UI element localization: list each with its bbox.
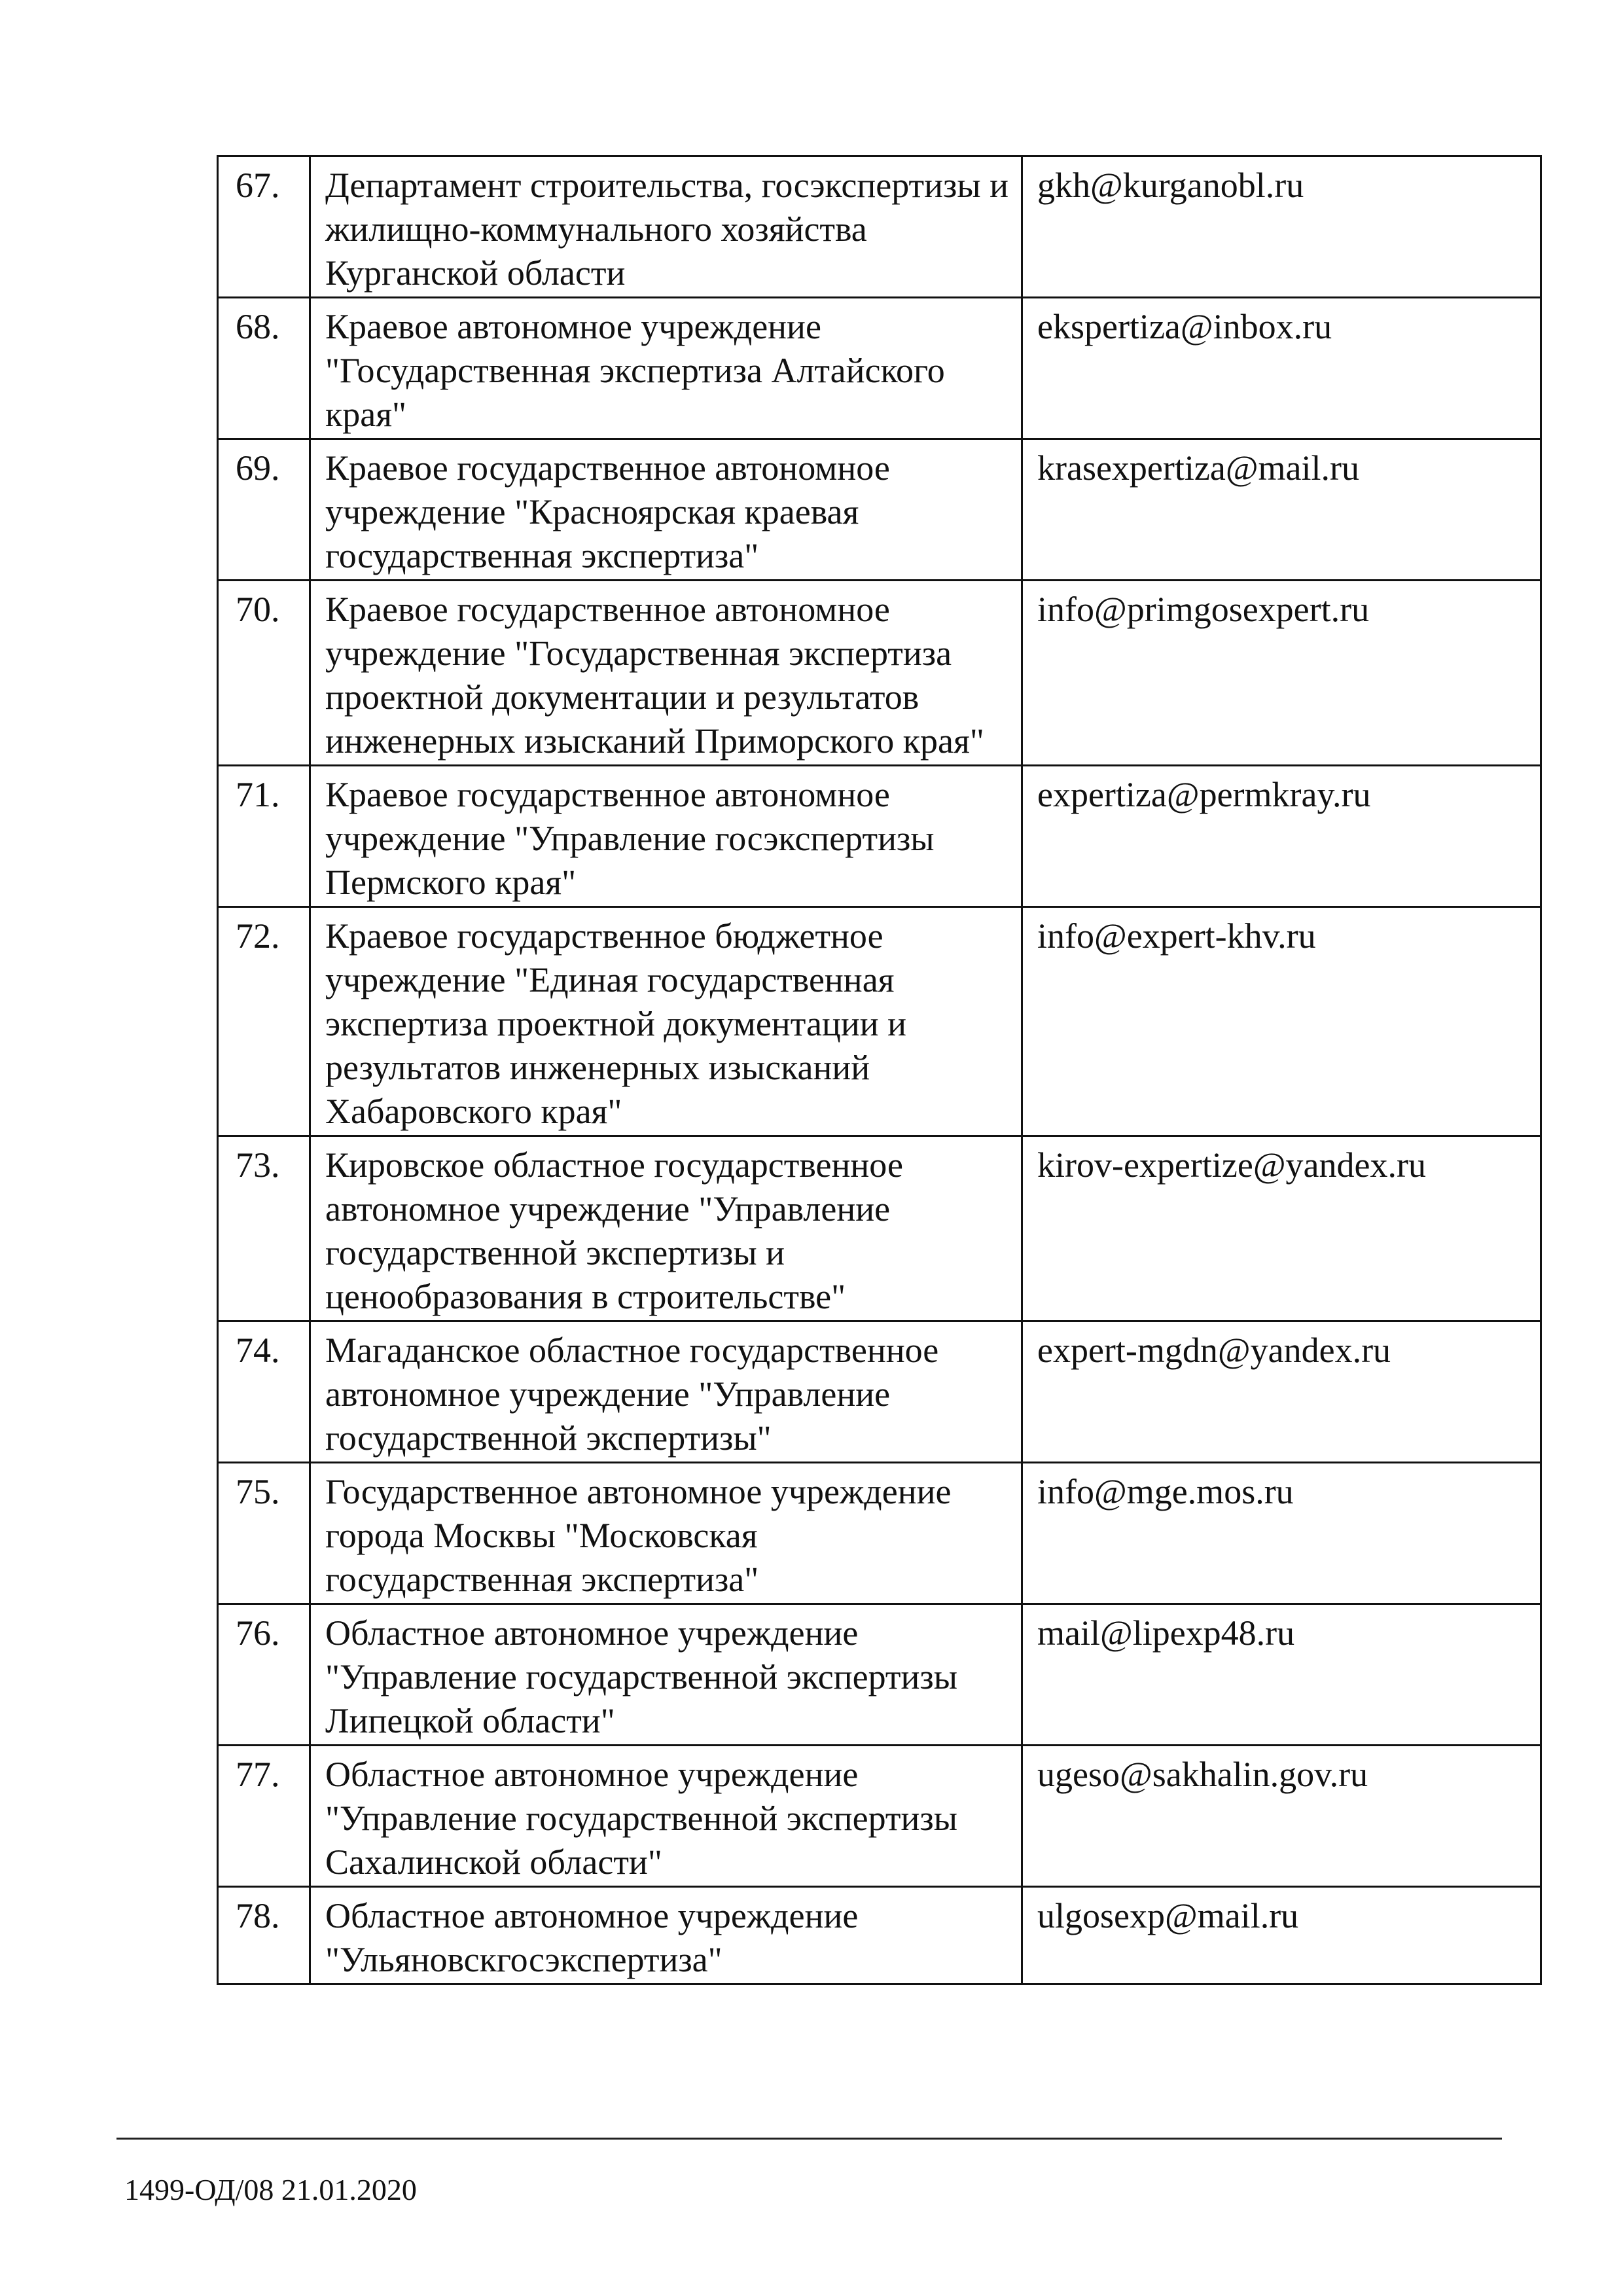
row-number: 71. bbox=[218, 766, 310, 907]
email-address: mail@lipexp48.ru bbox=[1022, 1604, 1541, 1746]
organization-name: Магаданское областное государственное автономное учреждение "Управление государственной экспертизы" bbox=[310, 1321, 1022, 1463]
organization-name: Областное автономное учреждение "Ульяновскгосэкспертиза" bbox=[310, 1887, 1022, 1984]
table-row bbox=[218, 1463, 1541, 1604]
row-number: 69. bbox=[218, 439, 310, 581]
organization-name: Государственное автономное учреждение города Москвы "Московская государственная экспертиза" bbox=[310, 1463, 1022, 1604]
email-address: ekspertiza@inbox.ru bbox=[1022, 298, 1541, 439]
organization-name: Краевое автономное учреждение "Государственная экспертиза Алтайского края" bbox=[310, 298, 1022, 439]
email-address: kirov-expertize@yandex.ru bbox=[1022, 1136, 1541, 1321]
table-row bbox=[218, 1136, 1541, 1321]
row-number: 73. bbox=[218, 1136, 310, 1321]
row-number: 75. bbox=[218, 1463, 310, 1604]
organization-name: Департамент строительства, госэкспертизы и жилищно-коммунального хозяйства Курганской области bbox=[310, 156, 1022, 298]
table-row bbox=[218, 1321, 1541, 1463]
email-address: krasexpertiza@mail.ru bbox=[1022, 439, 1541, 581]
row-number: 78. bbox=[218, 1887, 310, 1984]
table-row bbox=[218, 581, 1541, 766]
email-address: gkh@kurganobl.ru bbox=[1022, 156, 1541, 298]
row-number: 76. bbox=[218, 1604, 310, 1746]
row-number: 67. bbox=[218, 156, 310, 298]
table-body bbox=[218, 156, 1541, 1984]
email-address: ulgosexp@mail.ru bbox=[1022, 1887, 1541, 1984]
table-row bbox=[218, 156, 1541, 298]
organization-name: Краевое государственное автономное учреждение "Управление госэкспертизы Пермского края" bbox=[310, 766, 1022, 907]
footer-divider bbox=[116, 2138, 1502, 2140]
table-row bbox=[218, 1887, 1541, 1984]
table-row bbox=[218, 439, 1541, 581]
table-row bbox=[218, 1746, 1541, 1887]
organization-name: Областное автономное учреждение "Управление государственной экспертизы Липецкой области" bbox=[310, 1604, 1022, 1746]
table-row bbox=[218, 298, 1541, 439]
email-address: expert-mgdn@yandex.ru bbox=[1022, 1321, 1541, 1463]
document-reference: 1499-ОД/08 21.01.2020 bbox=[124, 2173, 417, 2206]
expertise-contacts-table bbox=[217, 155, 1542, 1985]
organization-name: Областное автономное учреждение "Управление государственной экспертизы Сахалинской области" bbox=[310, 1746, 1022, 1887]
email-address: info@expert-khv.ru bbox=[1022, 907, 1541, 1136]
organization-name: Кировское областное государственное автономное учреждение "Управление государственной экспертизы и ценообразования в строительстве" bbox=[310, 1136, 1022, 1321]
organization-name: Краевое государственное автономное учреждение "Красноярская краевая государственная экспертиза" bbox=[310, 439, 1022, 581]
organization-name: Краевое государственное автономное учреждение "Государственная экспертиза проектной документации и результатов инженерных изысканий Приморского края" bbox=[310, 581, 1022, 766]
email-address: info@primgosexpert.ru bbox=[1022, 581, 1541, 766]
row-number: 72. bbox=[218, 907, 310, 1136]
email-address: info@mge.mos.ru bbox=[1022, 1463, 1541, 1604]
email-address: expertiza@permkray.ru bbox=[1022, 766, 1541, 907]
table-row bbox=[218, 766, 1541, 907]
row-number: 74. bbox=[218, 1321, 310, 1463]
table-row bbox=[218, 1604, 1541, 1746]
email-address: ugeso@sakhalin.gov.ru bbox=[1022, 1746, 1541, 1887]
row-number: 68. bbox=[218, 298, 310, 439]
organization-name: Краевое государственное бюджетное учреждение "Единая государственная экспертиза проектной документации и результатов инженерных изысканий Хабаровского края" bbox=[310, 907, 1022, 1136]
row-number: 70. bbox=[218, 581, 310, 766]
table-row bbox=[218, 907, 1541, 1136]
row-number: 77. bbox=[218, 1746, 310, 1887]
